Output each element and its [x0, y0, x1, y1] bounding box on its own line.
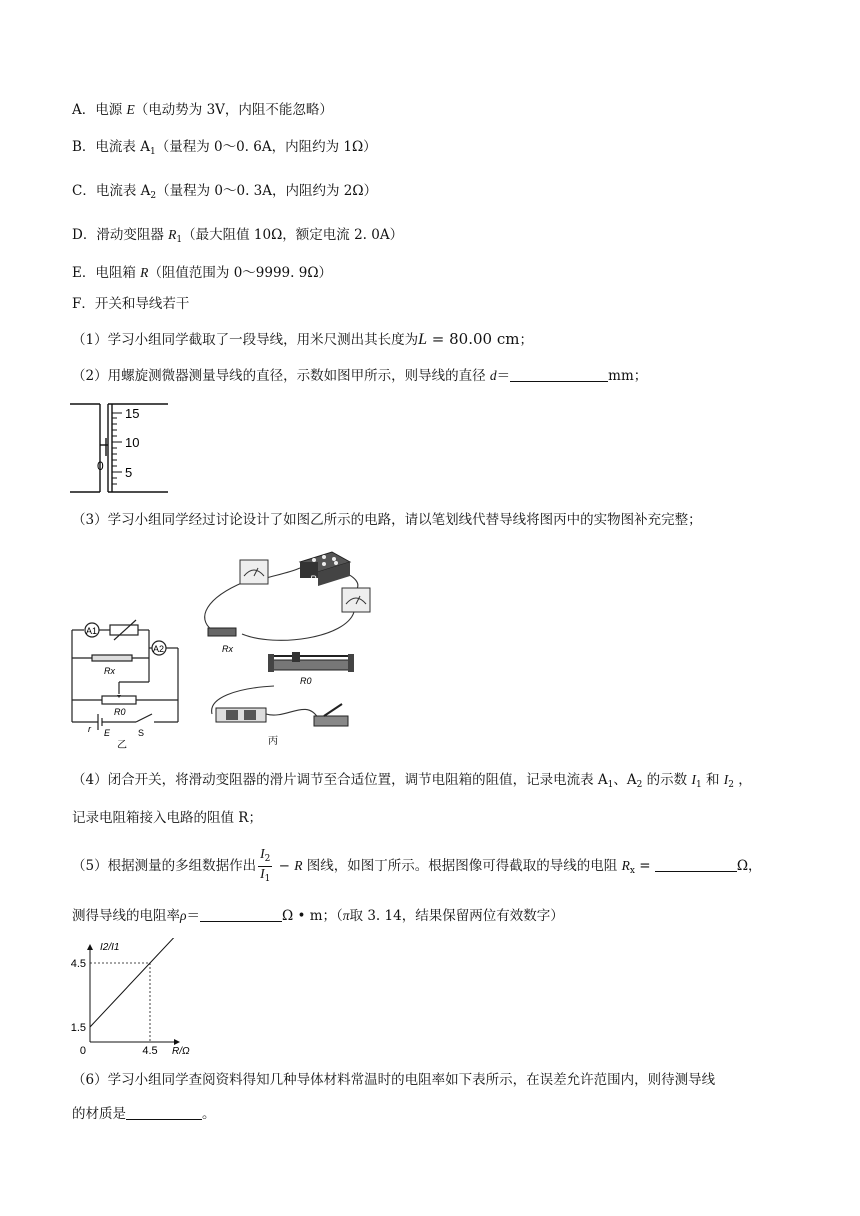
rheostat-r0 [268, 652, 354, 672]
graph-i2-i1-vs-r [60, 938, 210, 1058]
scale-label-5: 5 [125, 465, 133, 480]
circuit-diagram [64, 618, 194, 750]
question-6-line-1: （6）学习小组同学查阅资料得知几种导体材料常温时的电阻率如下表所示，在误差允许范围内，则待测导线 [72, 1072, 716, 1088]
label-phys-rx: Rx [222, 644, 233, 654]
scale-label-10: 10 [125, 435, 140, 450]
answer-blank-diameter[interactable] [510, 367, 608, 382]
label-rx: Rx [104, 666, 115, 676]
label-e: E [104, 728, 111, 738]
physical-circuit [196, 548, 396, 748]
x-tick-label: 0 [79, 1045, 86, 1057]
label-a2: A2 [153, 644, 165, 654]
fraction-i2-i1: $\frac{I_2}{I_1}$ [260, 846, 271, 884]
battery [216, 708, 266, 722]
caption-yi: 乙 [117, 740, 127, 750]
main-scale-zero: 0 [97, 459, 104, 473]
answer-blank-resistivity[interactable] [200, 907, 282, 922]
option-d: D．滑动变阻器 $R_1$（最大阻值 10Ω，额定电流 2. 0A） [72, 227, 404, 245]
label-r: r [88, 724, 91, 734]
label-r0: R0 [114, 707, 126, 717]
scale-label-15: 15 [125, 406, 140, 421]
question-4-line-2: 记录电阻箱接入电路的阻值 R； [72, 810, 262, 826]
answer-blank-rx[interactable] [655, 857, 737, 872]
question-3: （3）学习小组同学经过讨论设计了如图乙所示的电路，请以笔划线代替导线将图丙中的实物图补充完整； [72, 512, 702, 528]
micrometer-figure [68, 398, 178, 496]
resistance-box [300, 552, 350, 586]
question-5-line-2: 测得导线的电阻率ρ＝ Ω • m；（π取 3. 14，结果保留两位有效数字） [72, 908, 564, 924]
option-f: F．开关和导线若干 [72, 296, 190, 312]
question-2: （2）用螺旋测微器测量导线的直径，示数如图甲所示，则导线的直径 d＝ mm； [72, 368, 648, 384]
switch [314, 704, 348, 726]
question-6-line-2: 的材质是 。 [72, 1106, 216, 1122]
label-s: S [138, 728, 145, 738]
y-tick-label: 4.5 [70, 958, 86, 970]
wire-rx [208, 628, 236, 636]
question-1: （1）学习小组同学截取了一段导线，用米尺测出其长度为L = 80.00 cm； [72, 330, 533, 348]
option-b: B．电流表 $A_1$（量程为 0～0. 6A，内阻约为 1Ω） [72, 139, 377, 157]
y-axis-label: I2/I1 [100, 942, 120, 953]
ammeter-2 [342, 588, 370, 612]
option-e: E．电阻箱 R（阻值范围为 0～9999. 9Ω） [72, 265, 333, 281]
y-tick-label: 1.5 [70, 1022, 86, 1034]
label-box-r: R [310, 574, 317, 584]
option-c: C．电流表 $A_2$（量程为 0～0. 3A，内阻约为 2Ω） [72, 183, 378, 201]
ammeter-1 [240, 560, 268, 584]
caption-bing: 丙 [268, 736, 278, 747]
option-a: A．电源 E（电动势为 3V，内阻不能忽略） [72, 102, 333, 118]
answer-blank-material[interactable] [126, 1105, 202, 1120]
label-a1: A1 [86, 626, 98, 636]
x-tick-label: 4.5 [142, 1045, 158, 1057]
label-phys-r0: R0 [300, 676, 312, 686]
x-axis-label: R/Ω [172, 1046, 190, 1057]
question-5-line-1: （5）根据测量的多组数据作出 $\frac{I_2}{I_1}$ − R 图线，如图丁所示。根据图像可得截取的导线的电阻 $R_x = \Omega$， [72, 846, 762, 884]
question-4-line-1: （4）闭合开关，将滑动变阻器的滑片调节至合适位置，调节电阻箱的阻值，记录电流表 $A_1$、$A_2$ 的示数 $I_1$ 和 $I_2$ ， [72, 772, 752, 790]
